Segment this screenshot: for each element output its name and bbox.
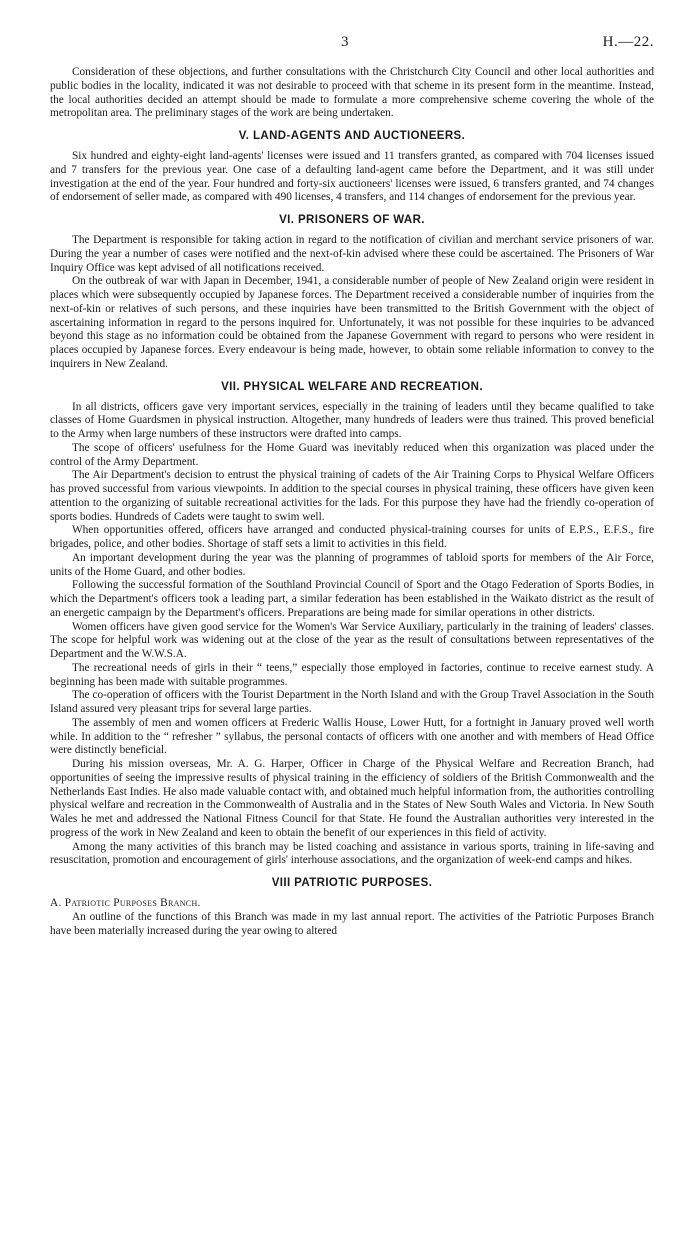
- section-heading-physical-welfare: VII. PHYSICAL WELFARE AND RECREATION.: [221, 380, 483, 393]
- section-heading-patriotic-purposes: VIII PATRIOTIC PURPOSES.: [271, 877, 433, 889]
- section-heading-prisoners-of-war: VI. PRISONERS OF WAR.: [279, 214, 425, 226]
- physical-welfare-paragraph-11: During his mission overseas, Mr. A. G. Harper, Officer in Charge of the Physical Welfare and Recreation Branch, had opportunities of seeing the impressive results of physical training in the efficiency of soldiers of the British Commonwealth and the Netherlands East Indies. He also made valuable contact with, and obtained much helpful information from, the authorities controlling physical welfare and recreation in the Commonwealth of Australia and in the States of New South Wales and Victoria. In New South Wales he met and addressed the National Fitness Council for that State. He found the Australian authorities very interested in the progress of the work in New Zealand and keen to obtain the benefit of our experiences in this field of activity.: [50, 758, 654, 839]
- page-header: [50, 36, 654, 66]
- section-heading-land-agents: V. LAND-AGENTS AND AUCTIONEERS.: [238, 130, 466, 142]
- physical-welfare-paragraph-1: In all districts, officers gave very important services, especially in the training of leaders until they became qualified to take classes of Home Guardsmen in physical instruction. Altogether, many hundreds of leaders were thus trained. This proved beneficial to the Army when large numbers of these instructors were drafted into camps.: [50, 400, 654, 440]
- physical-welfare-paragraph-4: When opportunities offered, officers have arranged and conducted physical-training courses for units of E.P.S., E.F.S., fire brigades, police, and other bodies. Shortage of staff sets a limit to activities in this field.: [50, 524, 654, 550]
- document-reference: H.—22.: [602, 34, 654, 50]
- physical-welfare-paragraph-5: An important development during the year was the planning of programmes of tabloid sports for members of the Air Force, units of the Home Guard, and other bodies.: [50, 551, 654, 578]
- physical-welfare-paragraph-8: The recreational needs of girls in their “ teens,” especially those employed in factories, continue to receive earnest study. A beginning has been made with suitable programmes.: [50, 661, 654, 688]
- physical-welfare-paragraph-7: Women officers have given good service for the Women's War Service Auxiliary, particularly in the training of leaders' classes. The scope for helpful work was widening out at the close of the year as the result of consultations between representatives of the Department and the W.W.S.A.: [50, 620, 654, 660]
- physical-welfare-paragraph-3: The Air Department's decision to entrust the physical training of cadets of the Air Training Corps to Physical Welfare Officers has proved successful from various viewpoints. In addition to the special courses in physical training, these officers have given keen attention to the organizing of suitable recreational activities for the lads. For this purpose they have had the friendly co-operation of sports bodies. Hundreds of Cadets were taught to swim well.: [50, 469, 654, 523]
- physical-welfare-paragraph-12: Among the many activities of this branch may be listed coaching and assistance in various sports, training in life-saving and resuscitation, promotion and encouragement of girls' interhouse associations, and the organization of week-end camps and hikes.: [50, 840, 654, 867]
- page-number: 3: [341, 34, 349, 50]
- prisoners-paragraph-1: The Department is responsible for taking action in regard to the notification of civilian and merchant service prisoners of war. During the year a number of cases were notified and the next-of-kin advised where these could be ascertained. The Prisoners of War Inquiry Office was kept advised of all notifications received.: [50, 234, 654, 274]
- physical-welfare-paragraph-9: The co-operation of officers with the Tourist Department in the North Island and with the Group Travel Association in the South Island assured very pleasant trips for several large parties.: [50, 689, 654, 715]
- intro-paragraph: Consideration of these objections, and further consultations with the Christchurch City Council and other local authorities and public bodies in the locality, indicated it was not desirable to proceed with that scheme in its present form in the meantime. Instead, the local authorities decided an attempt should be made to formulate a more comprehensive scheme covering the whole of the metropolitan area. The preliminary stages of the work are being undertaken.: [50, 66, 654, 120]
- physical-welfare-paragraph-6: Following the successful formation of the Southland Provincial Council of Sport and the Otago Federation of Sports Bodies, in which the Department's officers took a leading part, a similar federation has been established in the Waikato district as the result of an energetic campaign by the Department's officers. Preparations are being made for similar operations in other districts.: [50, 579, 654, 619]
- patriotic-purposes-paragraph: An outline of the functions of this Branch was made in my last annual report. The activities of the Patriotic Purposes Branch have been materially increased during the year owing to altered: [50, 910, 654, 937]
- land-agents-paragraph: Six hundred and eighty-eight land-agents' licenses were issued and 11 transfers granted, as compared with 704 licenses issued and 7 transfers for the previous year. One case of a defaulting land-agent came before the Department, and it was still under investigation at the end of the year. Four hundred and forty-six auctioneers' licenses were issued, 6 transfers granted, and 74 changes of endorsement of seller made, as compared with 490 licenses, 4 transfers, and 114 changes of endorsement for the previous year.: [50, 150, 654, 204]
- subsection-heading-patriotic-branch: A. Patriotic Purposes Branch.: [50, 897, 201, 909]
- prisoners-paragraph-2: On the outbreak of war with Japan in December, 1941, a considerable number of people of New Zealand origin were resident in places which were subsequently occupied by Japanese forces. The Department received a considerable number of inquiries from the next-of-kin or relatives of such persons, and these inquiries have been transmitted to the British Government with the object of ascertaining information in regard to the persons inquired for. Unfortunately, it was not possible for these inquiries to be advanced beyond this stage as no information could be obtained from the Japanese Government with regard to persons who were resident in places occupied by Japanese forces. Every endeavour is being made, however, to obtain some reliable information to convey to the inquirers in New Zealand.: [50, 275, 654, 370]
- physical-welfare-paragraph-10: The assembly of men and women officers at Frederic Wallis House, Lower Hutt, for a fortnight in January proved well worth while. In addition to the “ refresher ” syllabus, the personal contacts of officers with one another and with members of Head Office were distinctly beneficial.: [50, 716, 654, 757]
- physical-welfare-paragraph-2: The scope of officers' usefulness for the Home Guard was inevitably reduced when this organization was placed under the control of the Army Department.: [50, 441, 654, 468]
